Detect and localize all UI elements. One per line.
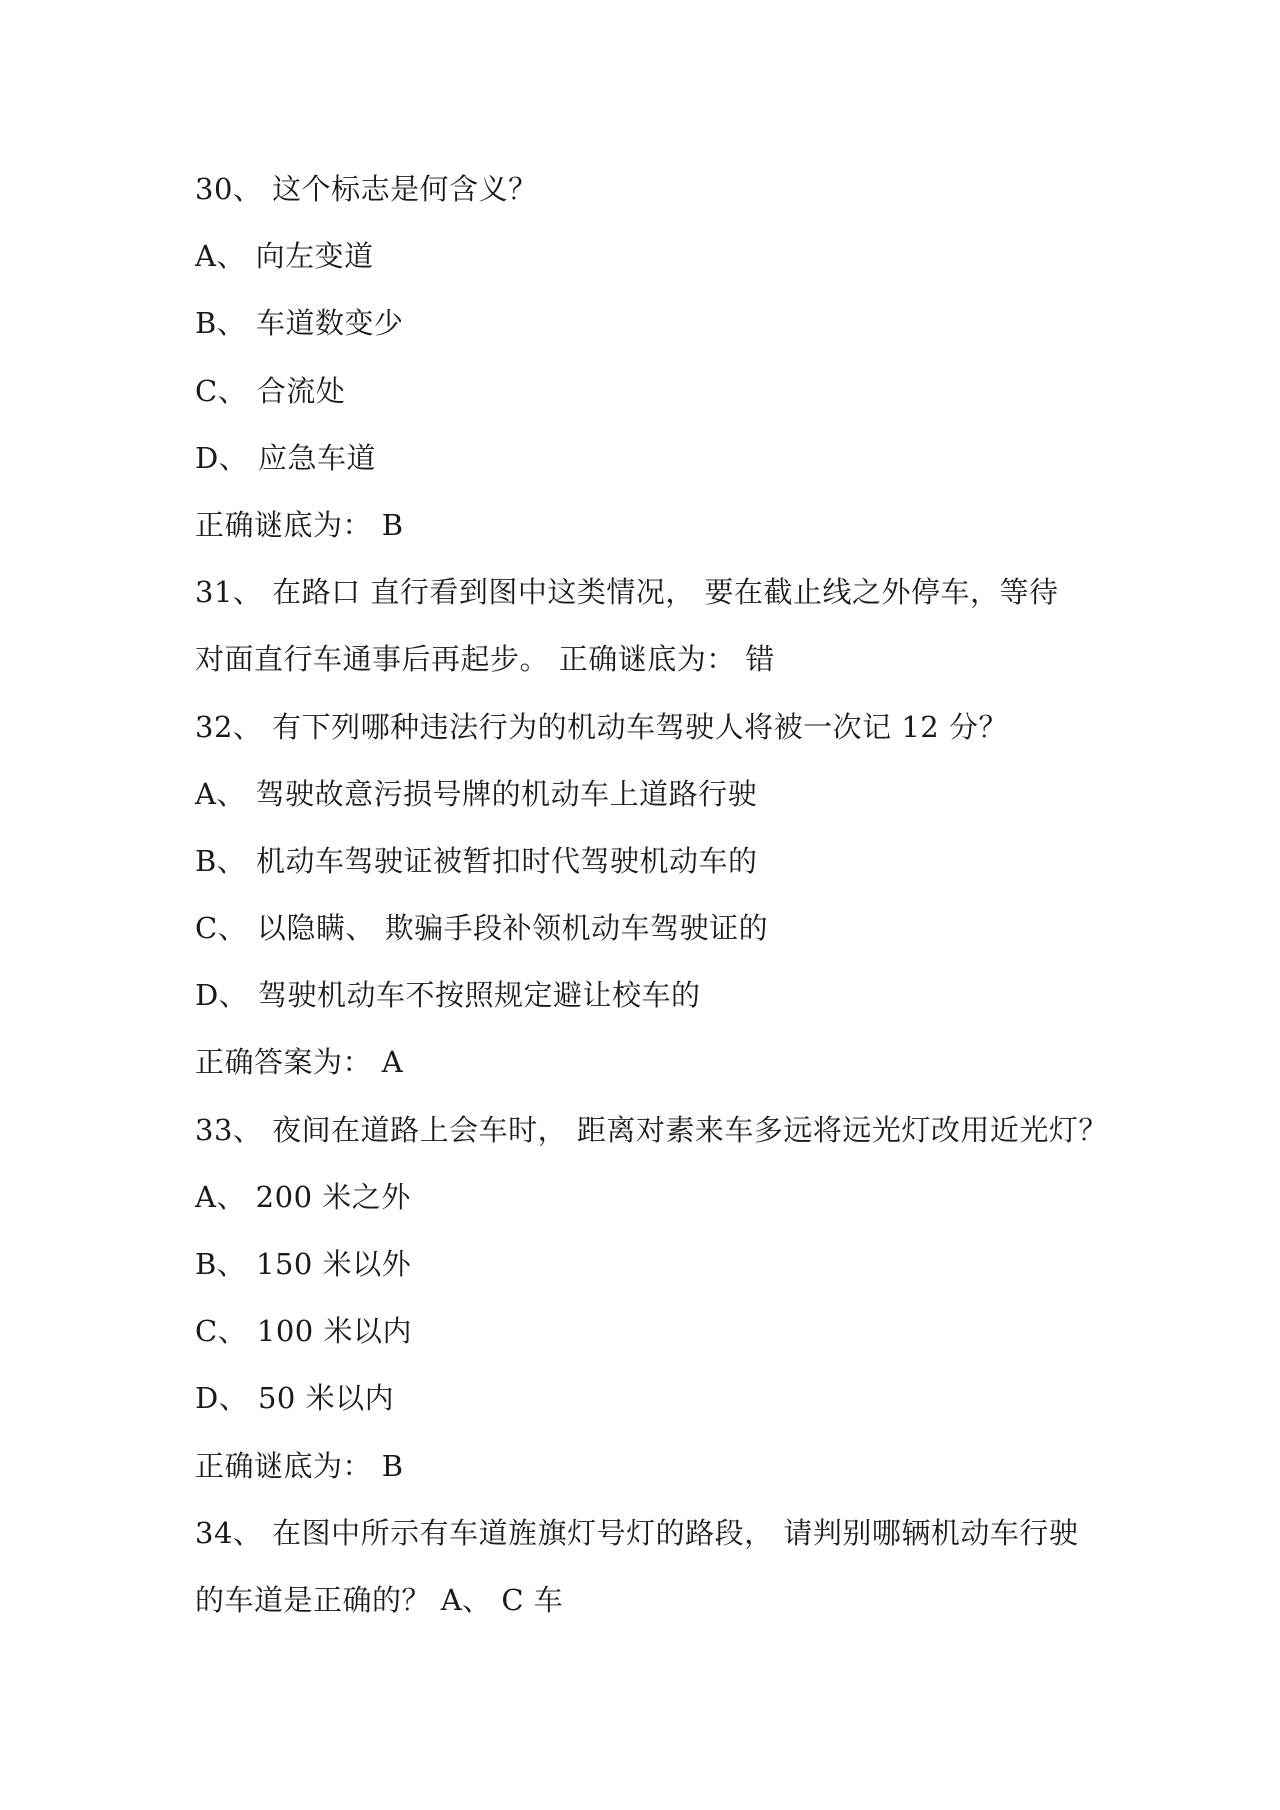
question-33-option-a: A、 200 米之外 [195, 1179, 411, 1214]
question-34-title-line2: 的车道是正确的？ A、 C 车 [195, 1582, 564, 1617]
question-31-title-line2: 对面直行车通事后再起步。 正确谜底为： 错 [195, 642, 775, 677]
question-32-option-b: B、 机动车驾驶证被暂扣时代驾驶机动车的 [195, 843, 758, 878]
question-32-option-a: A、 驾驶故意污损号牌的机动车上道路行驶 [195, 776, 758, 811]
question-32-option-d: D、 驾驶机动车不按照规定避让校车的 [195, 978, 701, 1013]
question-33-option-d: D、 50 米以内 [195, 1381, 395, 1416]
question-32-option-c: C、 以隐瞒、 欺骗手段补领机动车驾驶证的 [195, 911, 769, 946]
question-30-option-d: D、 应急车道 [195, 440, 376, 475]
question-30-title: 30、 这个标志是何含义？ [195, 172, 538, 206]
question-30-option-b: B、 车道数变少 [195, 306, 404, 341]
question-30-answer: 正确谜底为： B [195, 507, 404, 542]
question-33-answer: 正确谜底为： B [195, 1448, 404, 1483]
question-30-option-c: C、 合流处 [195, 373, 346, 408]
document-body [195, 156, 1108, 1634]
question-33-option-c: C、 100 米以内 [195, 1314, 412, 1349]
question-31-title-line1: 31、 在路口 直行看到图中这类情况， 要在截止线之外停车，等待 [195, 575, 1059, 610]
question-34-title-line1: 34、 在图中所示有车道旌旗灯号灯的路段， 请判别哪辆机动车行驶 [195, 1515, 1079, 1550]
question-33-title: 33、 夜间在道路上会车时， 距离对素来车多远将远光灯改用近光灯？ [195, 1112, 1108, 1147]
question-33-option-b: B、 150 米以外 [195, 1247, 412, 1281]
question-30-option-a: A、 向左变道 [195, 239, 374, 274]
question-32-title: 32、 有下列哪种违法行为的机动车驾驶人将被一次记 12 分？ [195, 709, 1008, 744]
question-32-answer: 正确答案为： A [195, 1045, 404, 1080]
